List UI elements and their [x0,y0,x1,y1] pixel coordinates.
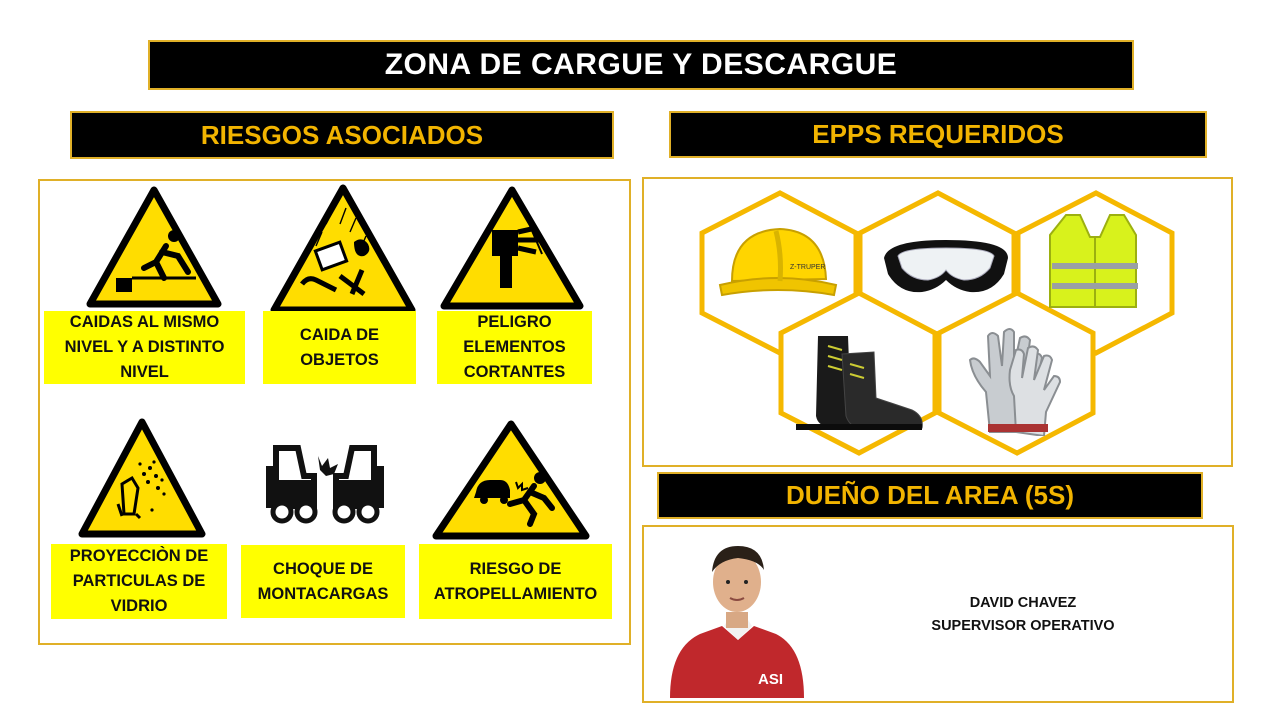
falling-objects-icon [270,184,416,314]
forklift-collision-icon [260,436,390,528]
safety-goggles-icon [878,234,1014,300]
risk-label: RIESGO DE ATROPELLAMIENTO [419,544,612,619]
shirt-logo: ASI [758,671,784,688]
svg-text:Z-TRUPER: Z-TRUPER [790,264,826,271]
safety-boots-icon [788,330,926,434]
risk-label: CHOQUE DE MONTACARGAS [241,545,405,618]
hard-hat-icon [716,219,838,305]
page-title: ZONA DE CARGUE Y DESCARGUE [148,40,1134,90]
fall-hazard-icon [86,186,222,308]
risk-label: PROYECCIÒN DE PARTICULAS DE VIDRIO [51,544,227,619]
owner-info [900,592,1146,638]
risk-label: CAIDAS AL MISMO NIVEL Y A DISTINTO NIVEL [44,311,245,384]
ppe-header: EPPS REQUERIDOS [669,111,1207,158]
safety-gloves-icon [966,328,1070,436]
risk-label: PELIGRO ELEMENTOS CORTANTES [437,311,592,384]
risks-header: RIESGOS ASOCIADOS [70,111,614,159]
risk-label: CAIDA DE OBJETOS [263,311,416,384]
owner-name: DAVID CHAVEZ [969,595,1077,611]
owner-header: DUEÑO DEL AREA (5S) [657,472,1203,519]
glass-particles-icon [78,418,206,538]
reflective-vest-icon [1046,211,1144,311]
run-over-icon [432,420,590,540]
owner-role: SUPERVISOR OPERATIVO [931,618,1115,634]
cutting-hazard-icon [440,186,584,310]
